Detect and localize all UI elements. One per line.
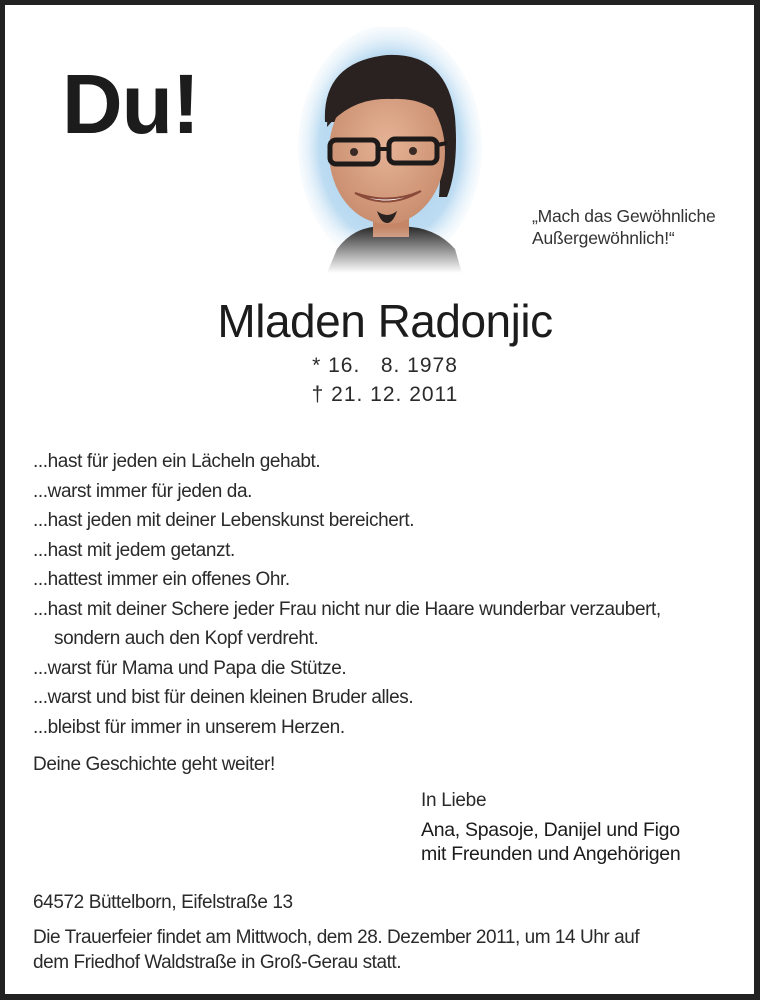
verse-line: ...hast mit jedem getanzt. [33,539,235,561]
family-address: 64572 Büttelborn, Eifelstraße 13 [33,892,293,913]
motto-quote [532,205,716,249]
service-line-2: dem Friedhof Waldstraße in Groß-Gerau statt. [33,952,402,973]
quote-line-2: Außergewöhnlich!“ [532,228,675,248]
deceased-name: Mladen Radonjic [217,295,553,347]
verse-line: ...hattest immer ein offenes Ohr. [33,569,290,590]
signature-line-2: mit Freunden und Angehörigen [421,843,681,865]
life-dates [5,351,760,409]
signature-family [421,818,680,866]
closing-line: Deine Geschichte geht weiter! [33,754,275,775]
headline: Du! [62,57,199,151]
quote-line-1: „Mach das Gewöhnliche [532,206,716,226]
verse-line-continuation: sondern auch den Kopf verdreht. [54,628,319,649]
signature-intro: In Liebe [421,790,487,811]
verse-line: ...bleibst für immer in unserem Herzen. [33,716,345,738]
memorial-verses [33,447,661,742]
verse-line: ...hast für jeden ein Lächeln gehabt. [33,451,321,472]
verse-line: ...warst und bist für deinen kleinen Bruder alles. [33,687,414,708]
portrait-photo [297,27,483,273]
verse-line: ...hast jeden mit deiner Lebenskunst bereichert. [33,510,415,531]
portrait-image [297,27,483,273]
verse-line: ...warst immer für jeden da. [33,480,252,502]
service-line-1: Die Trauerfeier findet am Mittwoch, dem 28. Dezember 2011, um 14 Uhr auf [33,927,640,948]
birth-date: * 16. 8. 1978 [312,354,458,377]
verse-line: ...hast mit deiner Schere jeder Frau nicht nur die Haare wunderbar verzaubert, [33,598,661,620]
funeral-service-notice [33,925,743,975]
signature-line-1: Ana, Spasoje, Danijel und Figo [421,819,680,841]
death-date: † 21. 12. 2011 [311,383,459,406]
verse-line: ...warst für Mama und Papa die Stütze. [33,657,347,679]
